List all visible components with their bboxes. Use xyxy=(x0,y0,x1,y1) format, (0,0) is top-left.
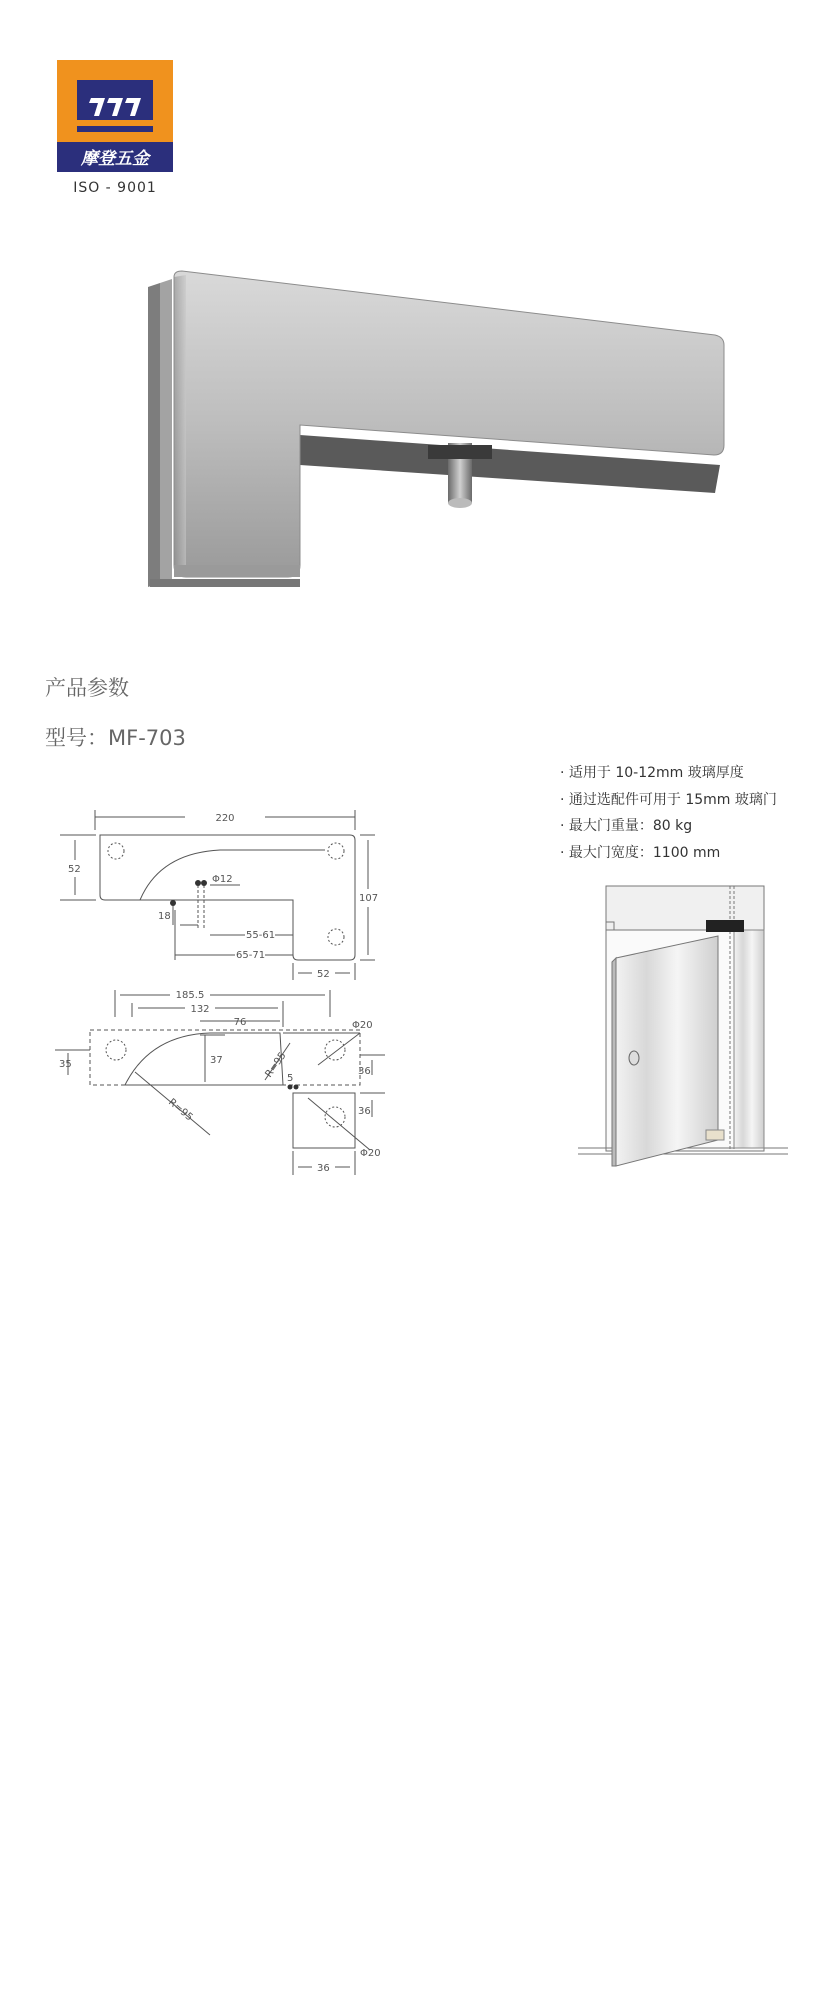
brand-name: 摩登五金 xyxy=(81,149,149,169)
spec-item: · 通过选配件可用于 15mm 玻璃门 xyxy=(560,791,777,808)
dim-36-a: 36 xyxy=(358,1066,371,1077)
model-number: 型号：MF-703 xyxy=(45,726,186,750)
dim-r95-b: R=95 xyxy=(166,1096,195,1124)
dim-35: 35 xyxy=(59,1059,72,1070)
spec-item: · 最大门宽度：1100 mm xyxy=(560,844,721,861)
dim-phi12: Φ12 xyxy=(212,874,233,885)
dim-55-61: 55-61 xyxy=(246,930,276,941)
dimension-drawing xyxy=(50,795,390,1190)
dim-52-left: 52 xyxy=(68,864,81,875)
dim-185-5: 185.5 xyxy=(175,990,205,1001)
dim-36-b: 36 xyxy=(358,1106,371,1117)
dim-220: 220 xyxy=(215,813,235,824)
dim-65-71: 65-71 xyxy=(236,950,266,961)
dim-r95-a: R=95 xyxy=(263,1050,289,1080)
dim-76: 76 xyxy=(233,1017,247,1028)
dim-52-bottom: 52 xyxy=(317,969,330,980)
brand-logo xyxy=(57,60,173,172)
product-image xyxy=(130,265,730,600)
dim-5: 5 xyxy=(287,1073,294,1084)
dim-36-c: 36 xyxy=(317,1163,330,1174)
dim-18: 18 xyxy=(158,911,171,922)
iso-certification: ISO - 9001 xyxy=(73,180,157,196)
door-installation-illustration xyxy=(578,878,788,1168)
section-title: 产品参数 xyxy=(45,676,129,700)
spec-item: · 最大门重量：80 kg xyxy=(560,818,693,834)
dim-107: 107 xyxy=(359,893,379,904)
spec-item: · 适用于 10-12mm 玻璃厚度 xyxy=(560,765,744,781)
spec-list xyxy=(560,760,777,866)
dim-132: 132 xyxy=(190,1004,210,1015)
dim-phi20-top: Φ20 xyxy=(352,1020,373,1031)
dim-37: 37 xyxy=(210,1055,223,1066)
dim-phi20-bottom: Φ20 xyxy=(360,1148,381,1159)
